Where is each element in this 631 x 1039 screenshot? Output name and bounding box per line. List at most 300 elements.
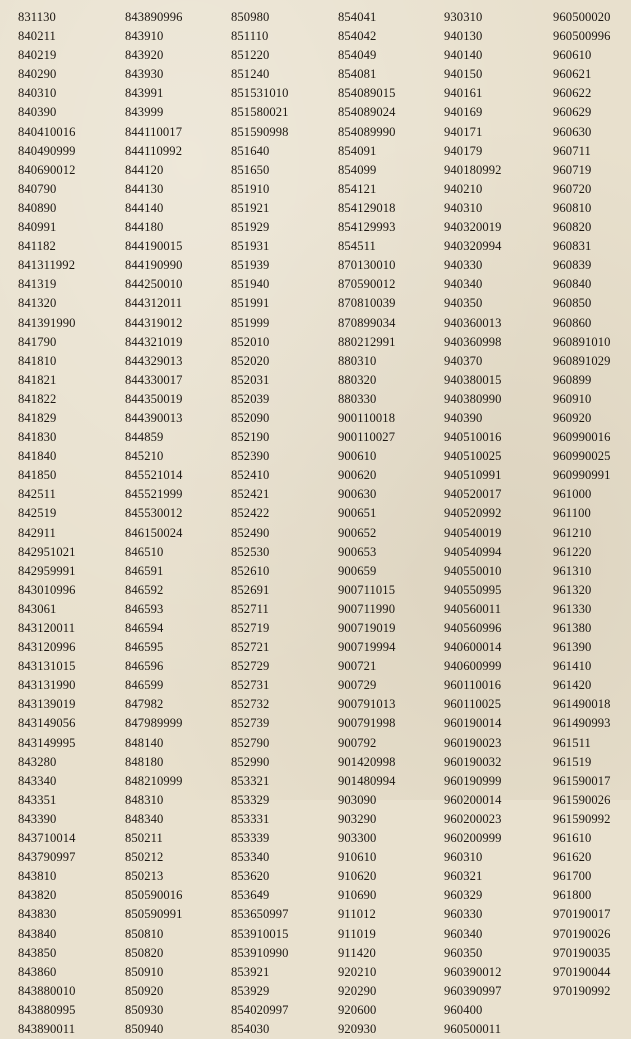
code-entry: 910690 <box>338 888 377 903</box>
code-entry: 852421 <box>231 487 270 502</box>
code-entry: 940370 <box>444 353 483 368</box>
code-entry: 841810 <box>18 353 57 368</box>
code-entry: 843120996 <box>18 640 76 655</box>
code-entry: 847989999 <box>125 716 183 731</box>
code-entry: 840310 <box>18 86 57 101</box>
code-entry: 911019 <box>338 926 376 941</box>
code-entry: 840690012 <box>18 162 76 177</box>
code-entry: 840790 <box>18 181 57 196</box>
code-entry: 940330 <box>444 258 483 273</box>
code-entry: 910610 <box>338 850 377 865</box>
code-entry: 831130 <box>18 10 56 24</box>
code-entry: 851531010 <box>231 86 289 101</box>
code-entry: 940600014 <box>444 640 502 655</box>
code-entry: 960840 <box>553 277 592 292</box>
code-entry: 960310 <box>444 850 483 865</box>
code-entry: 848340 <box>125 811 164 826</box>
code-entry: 853650997 <box>231 907 289 922</box>
code-entry: 844250010 <box>125 277 183 292</box>
code-entry: 852732 <box>231 697 270 712</box>
code-entry: 843820 <box>18 888 57 903</box>
code-entry: 841311992 <box>18 258 76 273</box>
code-entry: 960350 <box>444 945 483 960</box>
code-entry: 853329 <box>231 792 270 807</box>
code-entry: 900652 <box>338 525 377 540</box>
code-entry: 961610 <box>553 831 592 846</box>
code-entry: 961519 <box>553 754 592 769</box>
code-entry: 961210 <box>553 525 592 540</box>
code-entry: 841840 <box>18 449 57 464</box>
code-entry: 854099 <box>338 162 377 177</box>
code-entry: 900653 <box>338 544 377 559</box>
code-entry: 940161 <box>444 86 483 101</box>
code-entry: 850211 <box>125 831 163 846</box>
code-entry: 960622 <box>553 86 592 101</box>
code-entry: 940380990 <box>444 391 502 406</box>
code-entry: 940510991 <box>444 468 502 483</box>
code-entry: 852039 <box>231 391 270 406</box>
code-entry: 854511 <box>338 239 376 254</box>
code-entry: 940600999 <box>444 659 502 674</box>
code-entry: 961390 <box>553 640 592 655</box>
code-entry: 840390 <box>18 105 57 120</box>
code-entry: 854020997 <box>231 1002 289 1017</box>
code-entry: 841821 <box>18 372 57 387</box>
code-entry: 900110018 <box>338 410 396 425</box>
code-entry: 961000 <box>553 487 592 502</box>
code-entry: 850930 <box>125 1002 164 1017</box>
code-entry: 844190990 <box>125 258 183 273</box>
code-entry: 960400 <box>444 1002 483 1017</box>
code-entry: 960920 <box>553 410 592 425</box>
code-entry: 940550010 <box>444 563 502 578</box>
code-entry: 846150024 <box>125 525 183 540</box>
code-entry: 900711015 <box>338 582 396 597</box>
code-entry: 843830 <box>18 907 57 922</box>
code-entry: 900791998 <box>338 716 396 731</box>
code-entry: 843710014 <box>18 831 76 846</box>
code-entry: 940210 <box>444 181 483 196</box>
code-entry: 960190999 <box>444 773 502 788</box>
code-entry: 844859 <box>125 430 164 445</box>
code-entry: 961380 <box>553 621 592 635</box>
code-entry: 961100 <box>553 506 591 521</box>
code-entry: 940169 <box>444 105 483 120</box>
code-entry: 961800 <box>553 888 592 903</box>
code-entry: 843120011 <box>18 621 76 635</box>
code-entry: 853910015 <box>231 926 289 941</box>
code-entry: 854089990 <box>338 124 396 139</box>
code-entry: 920930 <box>338 1021 377 1036</box>
code-entry: 852020 <box>231 353 270 368</box>
code-entry: 843131990 <box>18 678 76 693</box>
code-entry: 846595 <box>125 640 164 655</box>
code-entry: 880310 <box>338 353 377 368</box>
code-entry: 960910 <box>553 391 592 406</box>
code-entry: 940320019 <box>444 220 502 235</box>
code-entry: 843910 <box>125 29 164 44</box>
code-entry: 854041 <box>338 10 377 24</box>
code-entry: 911012 <box>338 907 376 922</box>
code-entry: 960330 <box>444 907 483 922</box>
code-entry: 970190035 <box>553 945 611 960</box>
code-entry: 843890011 <box>18 1021 76 1036</box>
code-entry: 852410 <box>231 468 270 483</box>
code-entry: 960390997 <box>444 983 502 998</box>
code-entry: 900729 <box>338 678 377 693</box>
code-entry: 970190026 <box>553 926 611 941</box>
code-entry: 841320 <box>18 296 57 311</box>
code-entry: 900651 <box>338 506 377 521</box>
code-entry: 852691 <box>231 582 270 597</box>
code-entry: 852721 <box>231 640 270 655</box>
code-entry: 960340 <box>444 926 483 941</box>
code-entry: 900719019 <box>338 621 396 635</box>
code-entry: 911420 <box>338 945 376 960</box>
code-entry: 940140 <box>444 48 483 63</box>
code-entry: 961700 <box>553 869 592 884</box>
code-entry: 970190017 <box>553 907 611 922</box>
code-entry: 960810 <box>553 200 592 215</box>
code-entry: 851991 <box>231 296 270 311</box>
code-entry: 851940 <box>231 277 270 292</box>
code-entry: 870899034 <box>338 315 396 330</box>
code-entry: 845530012 <box>125 506 183 521</box>
code-entry: 850590991 <box>125 907 183 922</box>
code-entry: 852739 <box>231 716 270 731</box>
code-entry: 841822 <box>18 391 57 406</box>
code-entry: 851580021 <box>231 105 289 120</box>
code-entry: 961511 <box>553 735 591 750</box>
code-entry: 844330017 <box>125 372 183 387</box>
code-entry: 940560996 <box>444 621 502 635</box>
code-entry: 940350 <box>444 296 483 311</box>
code-entry: 870810039 <box>338 296 396 311</box>
code-entry: 970190992 <box>553 983 611 998</box>
code-entry: 961490993 <box>553 716 611 731</box>
code-entry: 844110017 <box>125 124 183 139</box>
code-entry: 960990025 <box>553 449 611 464</box>
code-entry: 844312011 <box>125 296 183 311</box>
code-entry: 853921 <box>231 964 270 979</box>
code-entry: 853321 <box>231 773 270 788</box>
code-entry: 960820 <box>553 220 592 235</box>
code-entry: 900659 <box>338 563 377 578</box>
code-entry: 940310 <box>444 200 483 215</box>
code-entry: 851921 <box>231 200 270 215</box>
code-entry: 960629 <box>553 105 592 120</box>
code-entry: 843890996 <box>125 10 183 24</box>
code-entry: 846593 <box>125 601 164 616</box>
code-entry: 843139019 <box>18 697 76 712</box>
code-column-1 <box>18 8 118 1039</box>
code-entry: 852729 <box>231 659 270 674</box>
code-entry: 848310 <box>125 792 164 807</box>
code-entry: 940179 <box>444 143 483 158</box>
code-entry: 903300 <box>338 831 377 846</box>
code-entry: 940540994 <box>444 544 502 559</box>
code-entry: 901420998 <box>338 754 396 769</box>
code-entry: 960321 <box>444 869 483 884</box>
code-entry: 854030 <box>231 1021 270 1036</box>
code-entry: 961590992 <box>553 811 611 826</box>
code-column-3 <box>231 8 331 1039</box>
code-entry: 960190023 <box>444 735 502 750</box>
code-entry: 843991 <box>125 86 164 101</box>
code-entry: 961310 <box>553 563 592 578</box>
code-entry: 854089024 <box>338 105 396 120</box>
code-entry: 854091 <box>338 143 377 158</box>
code-entry: 852090 <box>231 410 270 425</box>
code-entry: 870590012 <box>338 277 396 292</box>
code-entry: 843930 <box>125 67 164 82</box>
code-entry: 843880995 <box>18 1002 76 1017</box>
code-entry: 846594 <box>125 621 164 635</box>
code-entry: 841790 <box>18 334 57 349</box>
code-entry: 961330 <box>553 601 592 616</box>
code-entry: 844140 <box>125 200 164 215</box>
code-entry: 900791013 <box>338 697 396 712</box>
code-entry: 961410 <box>553 659 592 674</box>
code-entry: 852790 <box>231 735 270 750</box>
code-entry: 960390012 <box>444 964 502 979</box>
code-entry: 852390 <box>231 449 270 464</box>
code-entry: 940340 <box>444 277 483 292</box>
code-entry: 960110016 <box>444 678 502 693</box>
code-entry: 852031 <box>231 372 270 387</box>
code-entry: 851110 <box>231 29 269 44</box>
code-entry: 960621 <box>553 67 592 82</box>
code-entry: 848210999 <box>125 773 183 788</box>
code-entry: 960719 <box>553 162 592 177</box>
code-entry: 843790997 <box>18 850 76 865</box>
code-entry: 843850 <box>18 945 57 960</box>
code-entry: 960110025 <box>444 697 502 712</box>
code-entry: 920210 <box>338 964 377 979</box>
code-entry: 961490018 <box>553 697 611 712</box>
code-entry: 900110027 <box>338 430 396 445</box>
code-entry: 853929 <box>231 983 270 998</box>
code-column-4 <box>338 8 438 1039</box>
code-entry: 854049 <box>338 48 377 63</box>
code-column-2 <box>125 8 225 1039</box>
code-entry: 846591 <box>125 563 164 578</box>
code-column-6 <box>553 8 631 1001</box>
code-entry: 960329 <box>444 888 483 903</box>
code-entry: 960190014 <box>444 716 502 731</box>
code-entry: 853649 <box>231 888 270 903</box>
code-entry: 960200023 <box>444 811 502 826</box>
code-entry: 842951021 <box>18 544 76 559</box>
code-entry: 840211 <box>18 29 56 44</box>
code-entry: 852990 <box>231 754 270 769</box>
code-entry: 870130010 <box>338 258 396 273</box>
code-entry: 850213 <box>125 869 164 884</box>
code-entry: 840490999 <box>18 143 76 158</box>
code-entry: 840890 <box>18 200 57 215</box>
code-entry: 852731 <box>231 678 270 693</box>
code-entry: 853910990 <box>231 945 289 960</box>
code-entry: 961620 <box>553 850 592 865</box>
code-entry: 844350019 <box>125 391 183 406</box>
code-entry: 844190015 <box>125 239 183 254</box>
code-entry: 961220 <box>553 544 592 559</box>
code-entry: 854129018 <box>338 200 396 215</box>
code-entry: 940171 <box>444 124 483 139</box>
code-entry: 900610 <box>338 449 377 464</box>
code-entry: 960899 <box>553 372 592 387</box>
code-entry: 843920 <box>125 48 164 63</box>
code-entry: 960190032 <box>444 754 502 769</box>
code-entry: 852711 <box>231 601 269 616</box>
code-entry: 970190044 <box>553 964 611 979</box>
code-entry: 842511 <box>18 487 56 502</box>
code-entry: 851999 <box>231 315 270 330</box>
code-entry: 846592 <box>125 582 164 597</box>
code-entry: 852719 <box>231 621 270 635</box>
code-entry: 961590017 <box>553 773 611 788</box>
code-entry: 851220 <box>231 48 270 63</box>
code-entry: 940560011 <box>444 601 502 616</box>
code-entry: 880320 <box>338 372 377 387</box>
code-entry: 910620 <box>338 869 377 884</box>
code-entry: 940360013 <box>444 315 502 330</box>
code-entry: 960711 <box>553 143 591 158</box>
code-entry: 844110992 <box>125 143 183 158</box>
code-entry: 960720 <box>553 181 592 196</box>
code-entry: 940520017 <box>444 487 502 502</box>
code-entry: 841850 <box>18 468 57 483</box>
code-entry: 852190 <box>231 430 270 445</box>
code-entry: 852530 <box>231 544 270 559</box>
code-entry: 852490 <box>231 525 270 540</box>
code-entry: 960500996 <box>553 29 611 44</box>
code-entry: 843280 <box>18 754 57 769</box>
code-entry: 903090 <box>338 792 377 807</box>
code-entry: 960891029 <box>553 353 611 368</box>
code-entry: 851240 <box>231 67 270 82</box>
code-entry: 845521999 <box>125 487 183 502</box>
code-entry: 960990991 <box>553 468 611 483</box>
code-entry: 843810 <box>18 869 57 884</box>
code-entry: 842911 <box>18 525 56 540</box>
code-entry: 841319 <box>18 277 57 292</box>
code-entry: 850810 <box>125 926 164 941</box>
code-entry: 842959991 <box>18 563 76 578</box>
code-entry: 940550995 <box>444 582 502 597</box>
code-entry: 960990016 <box>553 430 611 445</box>
code-entry: 843149056 <box>18 716 76 731</box>
code-entry: 851929 <box>231 220 270 235</box>
code-entry: 851931 <box>231 239 270 254</box>
code-entry: 852010 <box>231 334 270 349</box>
code-entry: 841830 <box>18 430 57 445</box>
code-entry: 843061 <box>18 601 57 616</box>
code-entry: 880212991 <box>338 334 396 349</box>
code-entry: 851650 <box>231 162 270 177</box>
code-columns <box>18 8 628 1036</box>
code-entry: 840290 <box>18 67 57 82</box>
code-entry: 960831 <box>553 239 592 254</box>
code-entry: 900620 <box>338 468 377 483</box>
code-entry: 940180992 <box>444 162 502 177</box>
code-entry: 848180 <box>125 754 164 769</box>
code-entry: 900719994 <box>338 640 396 655</box>
code-entry: 961420 <box>553 678 592 693</box>
code-entry: 940360998 <box>444 334 502 349</box>
code-entry: 960610 <box>553 48 592 63</box>
code-entry: 844130 <box>125 181 164 196</box>
code-entry: 880330 <box>338 391 377 406</box>
code-entry: 851939 <box>231 258 270 273</box>
code-entry: 843840 <box>18 926 57 941</box>
code-entry: 960630 <box>553 124 592 139</box>
code-entry: 940320994 <box>444 239 502 254</box>
code-entry: 852422 <box>231 506 270 521</box>
code-entry: 841391990 <box>18 315 76 330</box>
code-entry: 960500020 <box>553 10 611 24</box>
code-entry: 854042 <box>338 29 377 44</box>
code-entry: 940150 <box>444 67 483 82</box>
code-entry: 960860 <box>553 315 592 330</box>
code-entry: 840991 <box>18 220 57 235</box>
code-entry: 843010996 <box>18 582 76 597</box>
code-entry: 920600 <box>338 1002 377 1017</box>
code-entry: 900711990 <box>338 601 396 616</box>
code-entry: 940520992 <box>444 506 502 521</box>
code-entry: 844329013 <box>125 353 183 368</box>
code-entry: 960850 <box>553 296 592 311</box>
code-entry: 847982 <box>125 697 164 712</box>
code-entry: 854129993 <box>338 220 396 235</box>
code-entry: 843860 <box>18 964 57 979</box>
code-entry: 841182 <box>18 239 56 254</box>
code-entry: 961590026 <box>553 792 611 807</box>
code-entry: 846596 <box>125 659 164 674</box>
code-entry: 852610 <box>231 563 270 578</box>
code-entry: 842519 <box>18 506 57 521</box>
code-entry: 850212 <box>125 850 164 865</box>
code-entry: 846510 <box>125 544 164 559</box>
code-entry: 900792 <box>338 735 377 750</box>
code-entry: 850920 <box>125 983 164 998</box>
code-entry: 840410016 <box>18 124 76 139</box>
code-entry: 853331 <box>231 811 270 826</box>
code-entry: 844180 <box>125 220 164 235</box>
code-entry: 940510025 <box>444 449 502 464</box>
code-entry: 843340 <box>18 773 57 788</box>
code-entry: 903290 <box>338 811 377 826</box>
code-entry: 854121 <box>338 181 377 196</box>
code-entry: 920290 <box>338 983 377 998</box>
code-entry: 843351 <box>18 792 57 807</box>
code-entry: 851590998 <box>231 124 289 139</box>
code-entry: 844319012 <box>125 315 183 330</box>
code-entry: 940390 <box>444 410 483 425</box>
code-column-5 <box>444 8 544 1039</box>
code-entry: 843149995 <box>18 735 76 750</box>
code-entry: 850980 <box>231 10 270 24</box>
code-entry: 851640 <box>231 143 270 158</box>
code-entry: 850590016 <box>125 888 183 903</box>
code-entry: 900630 <box>338 487 377 502</box>
code-entry: 960891010 <box>553 334 611 349</box>
code-entry: 844321019 <box>125 334 183 349</box>
code-entry: 848140 <box>125 735 164 750</box>
code-entry: 845521014 <box>125 468 183 483</box>
code-entry: 960500011 <box>444 1021 502 1036</box>
code-entry: 853620 <box>231 869 270 884</box>
